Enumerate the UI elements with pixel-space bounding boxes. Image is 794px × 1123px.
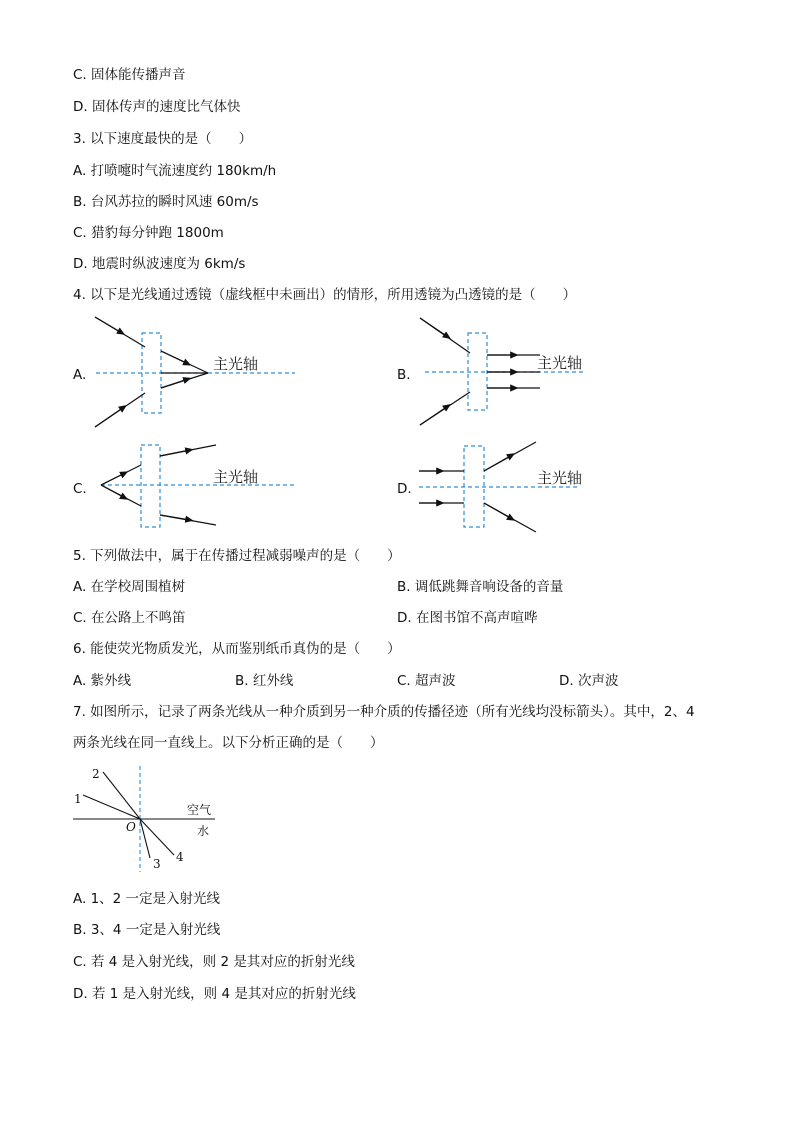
q5-stem: 5. 下列做法中，属于在传播过程减弱噪声的是（ ） [73,548,401,564]
q7-option-a: A. 1、2 一定是入射光线 [73,891,221,907]
lens-box [142,333,161,413]
lens-box [141,445,160,527]
q4-figure-label-b: B. [397,367,411,383]
q3-option-c: C. 猎豹每分钟跑 1800m [73,225,224,241]
q7-stem-line1: 7. 如图所示，记录了两条光线从一种介质到另一种介质的传播径迹（所有光线均没标箭头）。其中，2、4 [73,704,695,720]
q3-option-a: A. 打喷嚏时气流速度约 180km/h [73,163,277,179]
water-label: 水 [197,824,210,838]
q4-stem: 4. 以下是光线通过透镜（虚线框中未画出）的情形，所用透镜为凸透镜的是（ ） [73,287,577,303]
q6-option-c: C. 超声波 [397,673,456,689]
ray-2 [103,772,140,819]
ray-1 [83,795,140,819]
ray-label-1: 1 [74,792,82,806]
q2-option-c: C. 固体能传播声音 [73,67,186,83]
q7-option-c: C. 若 4 是入射光线，则 2 是其对应的折射光线 [73,954,355,970]
q4-figure-label-d: D. [397,481,412,497]
q6-option-a: A. 紫外线 [73,673,132,689]
ray-label-2: 2 [92,767,100,781]
q3-option-d: D. 地震时纵波速度为 6km/s [73,256,246,272]
ray-label-3: 3 [153,857,161,871]
q7-refraction-figure [70,762,240,877]
lens-box [464,446,484,527]
q4-figure-a [90,315,320,430]
q5-option-a: A. 在学校周围植树 [73,579,186,595]
q4-figure-label-c: C. [73,481,87,497]
q2-option-d: D. 固体传声的速度比气体快 [73,99,241,115]
q7-stem-line2: 两条光线在同一直线上。以下分析正确的是（ ） [73,735,384,751]
q4-figure-c [95,437,305,537]
q7-option-d: D. 若 1 是入射光线，则 4 是其对应的折射光线 [73,986,356,1002]
principal-axis-label: 主光轴 [213,355,259,373]
q3-option-b: B. 台风苏拉的瞬时风速 60m/s [73,194,259,210]
q5-option-b: B. 调低跳舞音响设备的音量 [397,579,564,595]
air-label: 空气 [187,803,212,817]
q3-stem: 3. 以下速度最快的是（ ） [73,131,253,147]
principal-axis-label: 主光轴 [537,469,583,487]
q4-figure-b [415,315,615,430]
q5-option-d: D. 在图书馆不高声喧哗 [397,610,538,626]
principal-axis-label: 主光轴 [537,354,583,372]
q6-option-b: B. 红外线 [235,673,294,689]
q6-option-d: D. 次声波 [559,673,619,689]
ray-label-4: 4 [176,850,184,864]
q7-option-b: B. 3、4 一定是入射光线 [73,922,221,938]
origin-label: O [126,820,136,834]
q4-figure-d [415,437,615,537]
q4-figure-label-a: A. [73,367,87,383]
principal-axis-label: 主光轴 [213,468,259,486]
q5-option-c: C. 在公路上不鸣笛 [73,610,186,626]
q6-stem: 6. 能使荧光物质发光，从而鉴别纸币真伪的是（ ） [73,641,401,657]
